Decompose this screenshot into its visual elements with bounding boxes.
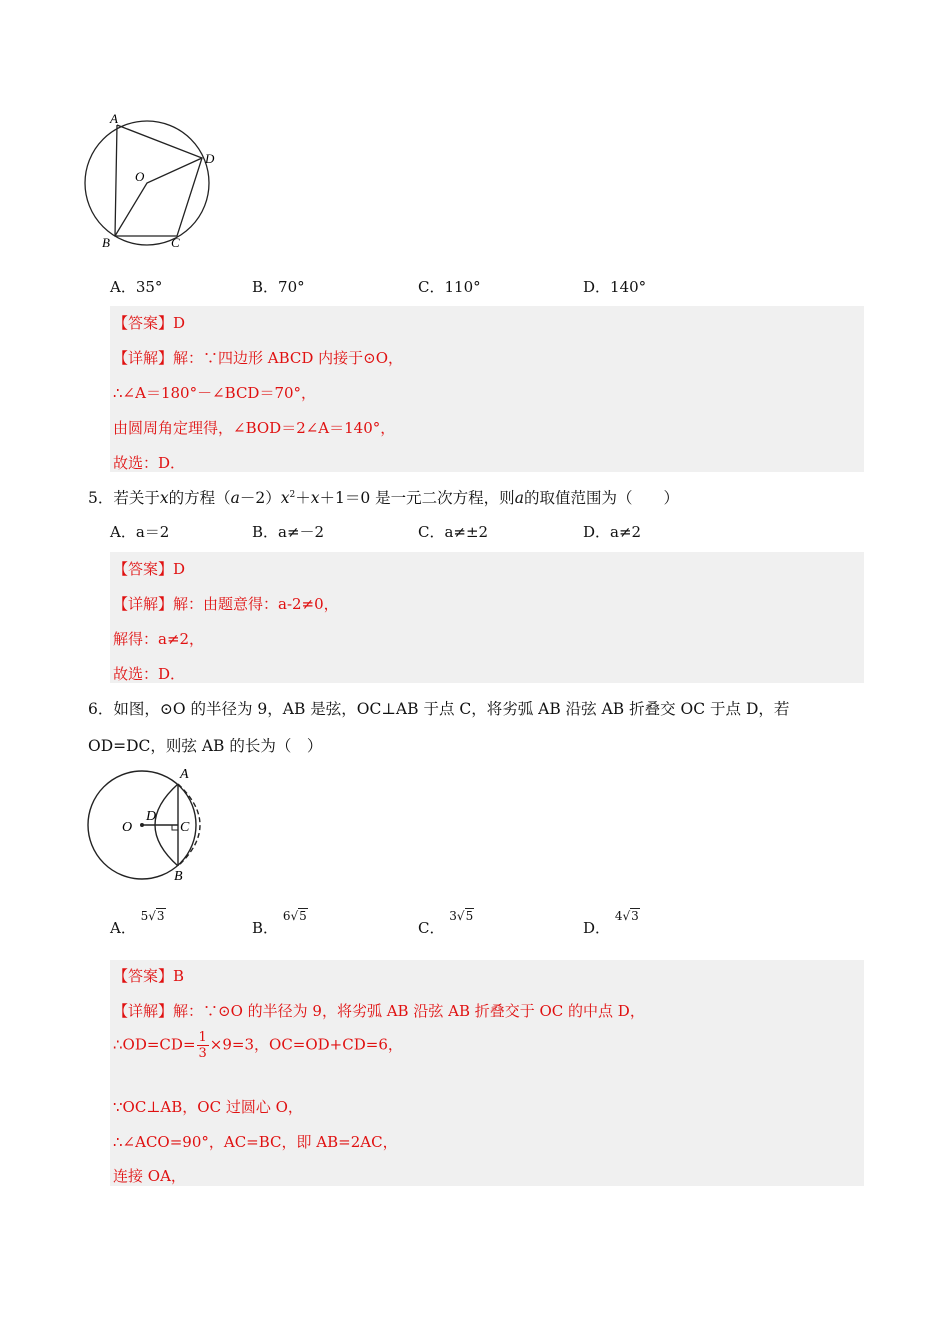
q6-option-b-value: 6√5 [282,909,307,923]
q6-explain-3: ∵OC⊥AB，OC 过圆心 O， [113,1098,303,1116]
fig1-label-b: B [102,235,110,250]
q5-explain-3: 故选：D． [113,665,186,683]
q5-solution-box [110,552,864,683]
q6-stem-line2: OD=DC，则弦 AB 的长为（ ） [88,737,323,755]
q5-answer: 【答案】D [113,560,186,578]
q6-option-a[interactable]: A． $^{5√3}$ [110,909,165,937]
q5-option-b[interactable]: B．a≠－2 [252,523,325,541]
fig2-label-d: D [146,809,157,824]
q5-option-d[interactable]: D．a≠2 [583,523,642,541]
q5-explain-2: 解得：a≠2， [113,630,205,648]
q5-option-a[interactable]: A．a＝2 [110,523,170,541]
q6-explain-1: 【详解】解：∵⊙O 的半径为 9，将劣弧 AB 沿弦 AB 折叠交于 OC 的中点 D， [113,1002,645,1020]
fig2-label-c: C [180,820,190,835]
q4-explain-4: 故选：D． [113,454,186,472]
fig1-label-o: O [135,169,145,184]
fig1-label-a: A [110,111,118,126]
q5-number: 5． [88,489,114,507]
q4-solution-box [110,306,864,472]
fraction-one-third: $\frac{1}{3}$ [198,1030,207,1061]
figure-cyclic-quadrilateral [80,105,230,255]
q6-explain-5: 连接 OA， [113,1167,186,1185]
q4-explain-3: 由圆周角定理得，∠BOD＝2∠A＝140°， [113,419,396,437]
q6-stem-line1: 6．如图，⊙O 的半径为 9，AB 是弦，OC⊥AB 于点 C，将劣弧 AB 沿弦 AB 折叠交 OC 于点 D，若 [88,700,790,718]
q6-option-b[interactable]: B． $^{6√5}$ [252,909,307,937]
fig1-label-c: C [171,235,180,250]
q4-option-a[interactable]: A．35° [110,278,163,296]
q5-stem: 5．若关于x的方程$(a-2)x^2+x+1=0$ 是一元二次方程，则a的取值范围为（ ） [88,489,679,507]
q5-explain-1: 【详解】解：由题意得：a-2≠0， [113,595,339,613]
fig2-label-o: O [122,820,133,835]
q6-explain-4: ∴∠ACO=90°，AC=BC，即 AB=2AC， [113,1133,398,1151]
q6-option-d-value: 4√3 [614,909,639,923]
q6-option-a-value: 5√3 [140,909,165,923]
q4-answer: 【答案】D [113,314,186,332]
q6-solution-box [110,960,864,1186]
figure-folded-arc [82,762,222,887]
q4-explain-1: 【详解】解：∵四边形 ABCD 内接于⊙O， [113,349,404,367]
q4-option-b[interactable]: B．70° [252,278,305,296]
fig2-label-b: B [174,869,183,884]
q4-option-c[interactable]: C．110° [418,278,481,296]
fig1-label-d: D [205,151,215,166]
fig2-label-a: A [180,767,189,782]
q6-explain-2: ∴OD=CD= $\frac{1}{3}$ ×9=3，OC=OD+CD=6， [113,1030,403,1061]
q6-option-d[interactable]: D． $^{4√3}$ [583,909,639,937]
q6-option-c[interactable]: C． $^{3√5}$ [418,909,474,937]
q6-answer: 【答案】B [113,967,185,985]
q4-option-d[interactable]: D．140° [583,278,647,296]
q4-explain-2: ∴∠A＝180°－∠BCD＝70°， [113,384,317,402]
q5-option-c[interactable]: C．a≠±2 [418,523,489,541]
q6-option-c-value: 3√5 [449,909,474,923]
